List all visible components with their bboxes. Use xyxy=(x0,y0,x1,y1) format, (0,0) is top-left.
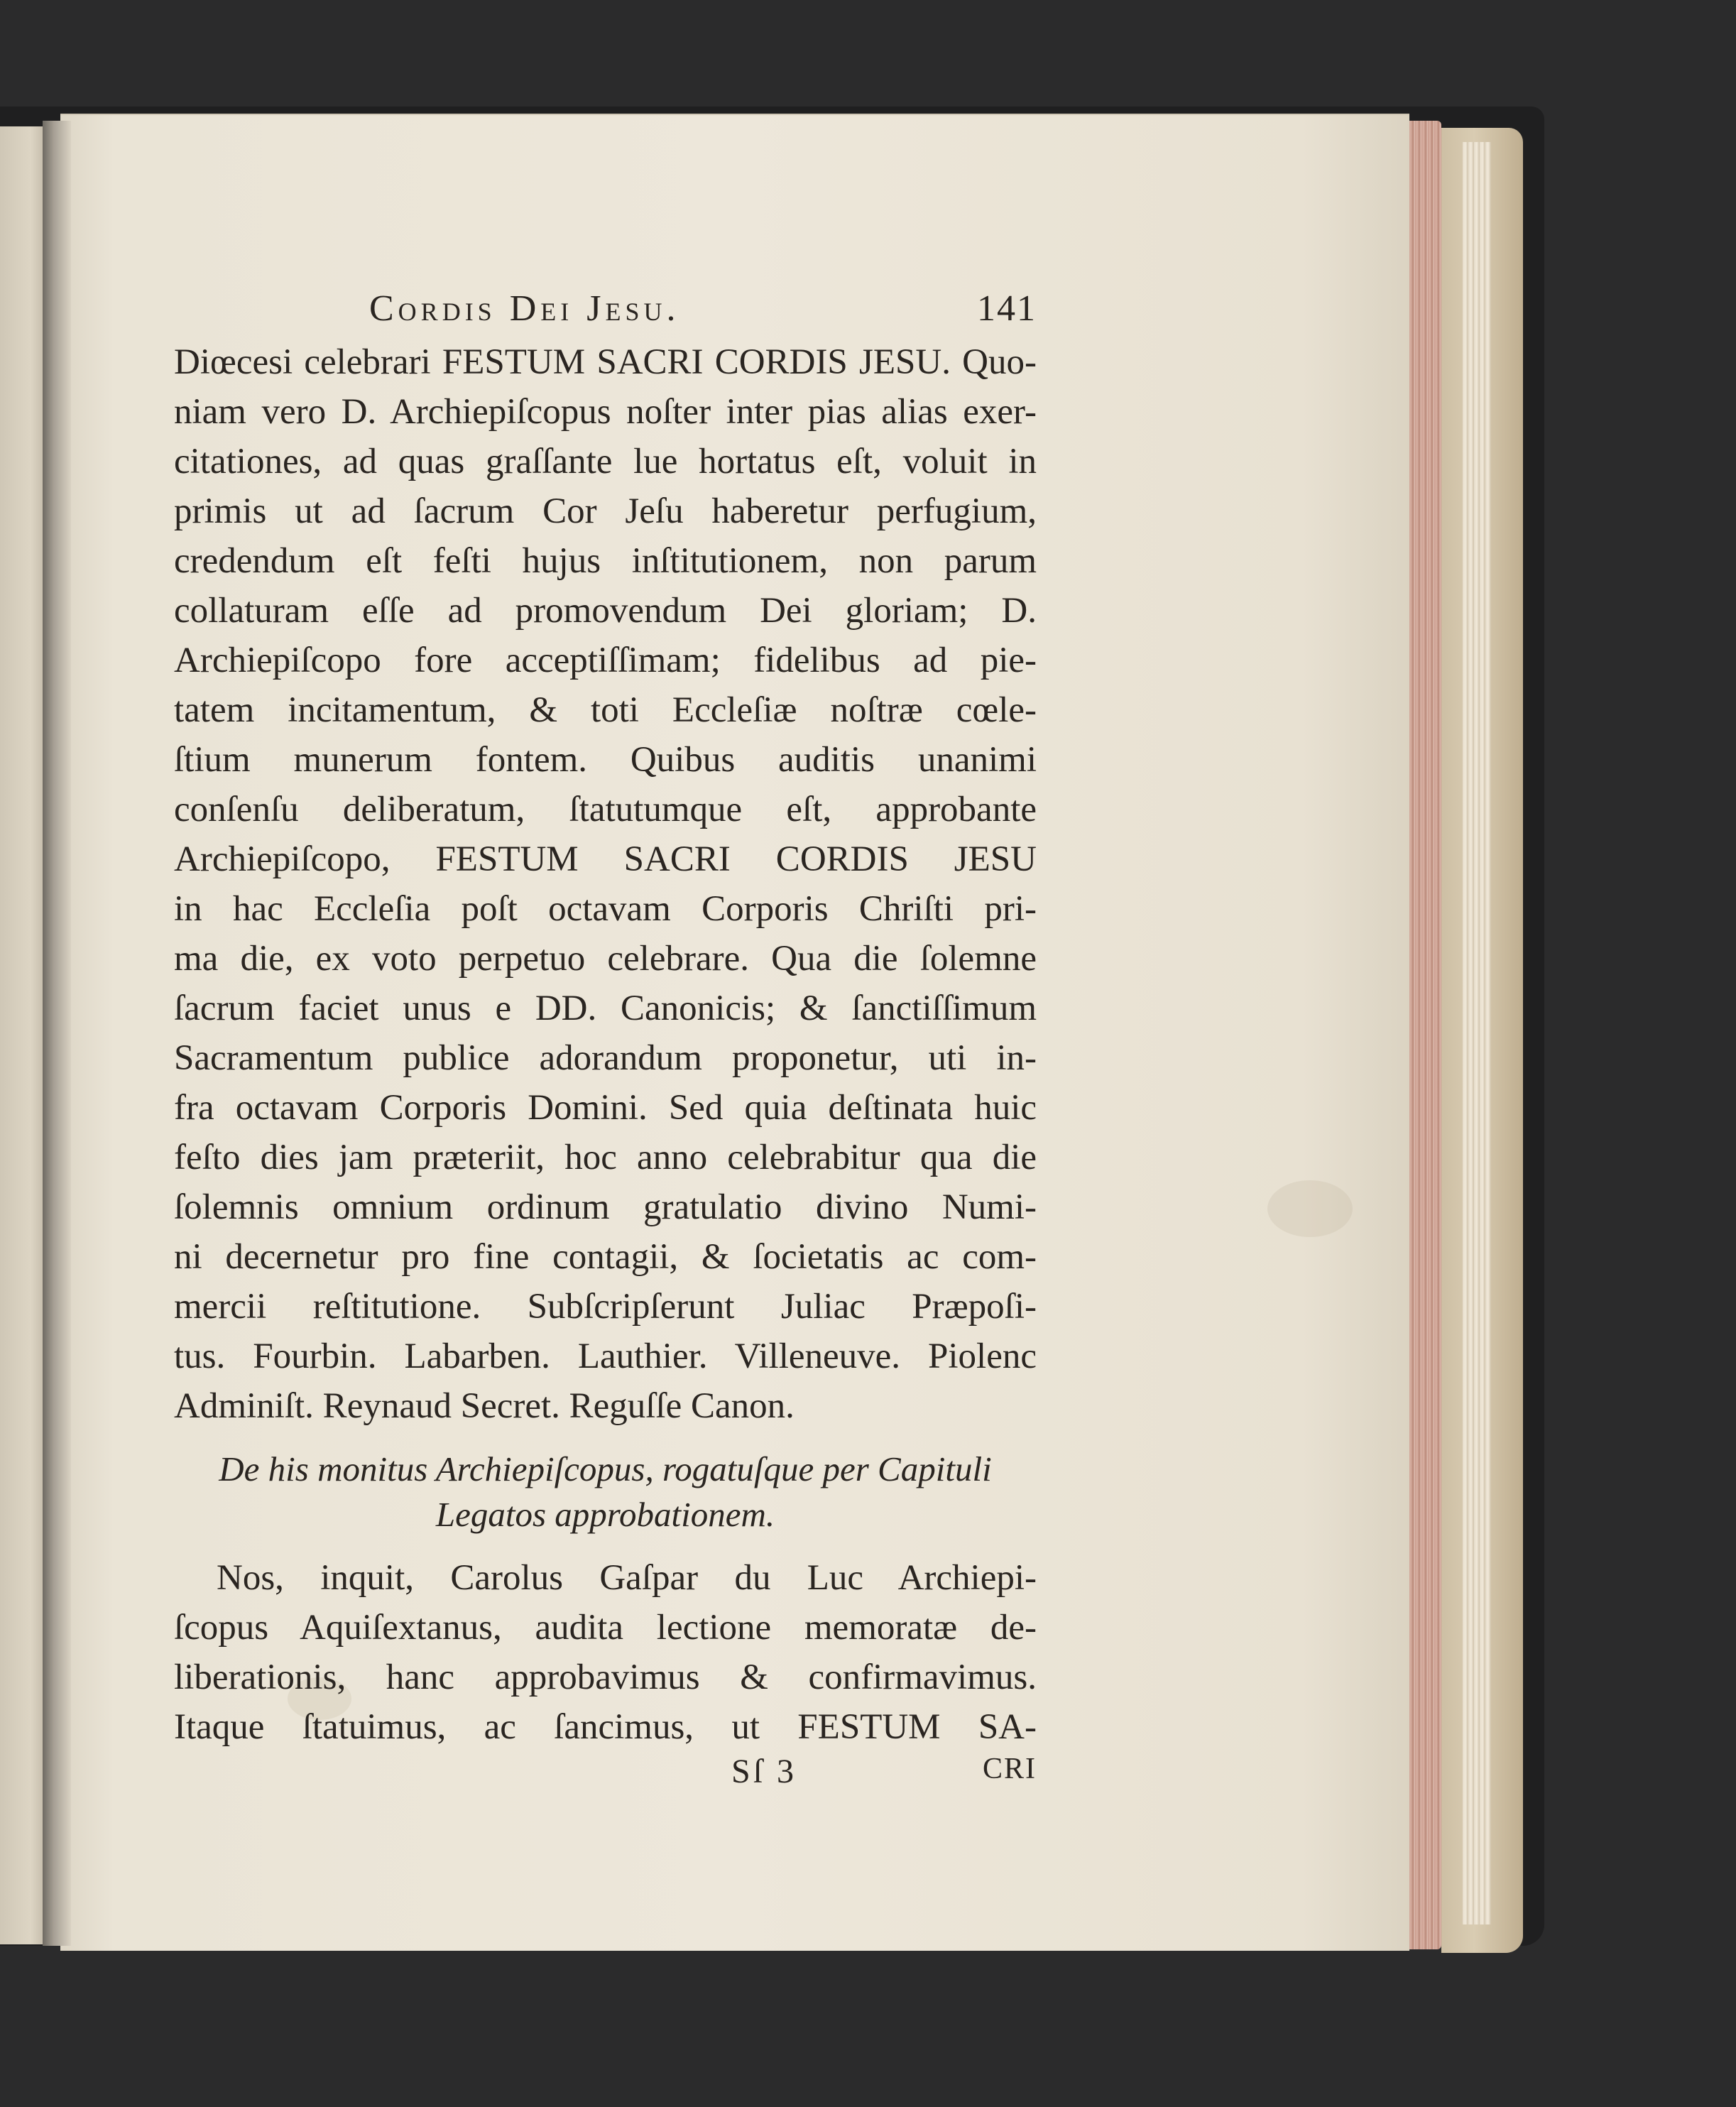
page-number: 141 xyxy=(977,288,1037,329)
text-line: primis ut ad ſacrum Cor Jeſu haberetur perfugium, xyxy=(174,491,1037,531)
text-line: ni decernetur pro fine contagii, & ſocietatis ac com- xyxy=(174,1237,1037,1277)
text-line: Sacramentum publice adorandum proponetur, uti in- xyxy=(174,1038,1037,1078)
catchword: CRI xyxy=(982,1753,1037,1785)
main-paragraph xyxy=(174,337,1037,1431)
text-line: fra octavam Corporis Domini. Sed quia deſtinata huic xyxy=(174,1088,1037,1128)
text-line: Itaque ſtatuimus, ac ſancimus, ut FESTUM SA- xyxy=(174,1707,1037,1747)
rubric-line: De his monitus Archiepiſcopus, rogatuſque per Capituli xyxy=(219,1449,992,1488)
page-stack-edge xyxy=(1463,142,1491,1924)
text-line: liberationis, hanc approbavimus & confirmavimus. xyxy=(174,1657,1037,1697)
text-line: ma die, ex voto perpetuo celebrare. Qua die ſolemne xyxy=(174,939,1037,979)
text-line: ſolemnis omnium ordinum gratulatio divino Numi- xyxy=(174,1187,1037,1227)
text-line: citationes, ad quas graſſante lue hortatus eſt, voluit in xyxy=(174,442,1037,481)
text-line: niam vero D. Archiepiſcopus noſter inter pias alias exer- xyxy=(174,392,1037,432)
text-line: mercii reſtitutione. Subſcripſerunt Juliac Præpoſi- xyxy=(174,1287,1037,1327)
rubric-line: Legatos approbationem. xyxy=(435,1495,775,1534)
running-head xyxy=(174,288,1037,337)
gutter-shadow xyxy=(43,121,71,1946)
text-line: feſto dies jam præteriit, hoc anno celebrabitur qua die xyxy=(174,1138,1037,1177)
text-line: credendum eſt feſti hujus inſtitutionem, non parum xyxy=(174,541,1037,581)
text-line: Nos, inquit, Carolus Gaſpar du Luc Archiepi- xyxy=(217,1558,1037,1598)
text-line: Archiepiſcopo, FESTUM SACRI CORDIS JESU xyxy=(174,839,1037,879)
text-line: tus. Fourbin. Labarben. Lauthier. Villeneuve. Piolenc xyxy=(174,1336,1037,1376)
page-footer xyxy=(174,1752,1037,1802)
text-block xyxy=(174,288,1037,1802)
text-line: collaturam eſſe ad promovendum Dei gloriam; D. xyxy=(174,591,1037,631)
text-line: ſtium munerum fontem. Quibus auditis unanimi xyxy=(174,740,1037,780)
running-head-title: Cordis Dei Jesu. xyxy=(369,288,680,329)
italic-rubric xyxy=(174,1447,1037,1537)
text-line: Adminiſt. Reynaud Secret. Reguſſe Canon. xyxy=(174,1386,795,1426)
text-line: Archiepiſcopo fore acceptiſſimam; fidelibus ad pie- xyxy=(174,641,1037,680)
text-line: tatem incitamentum, & toti Eccleſiæ noſtræ cœle- xyxy=(174,690,1037,730)
signature-mark: Sſ 3 xyxy=(731,1753,797,1790)
page-stain xyxy=(1267,1180,1353,1237)
final-paragraph xyxy=(174,1553,1037,1752)
text-line: Diœcesi celebrari FESTUM SACRI CORDIS JESU. Quo- xyxy=(174,342,1037,382)
text-line: in hac Eccleſia poſt octavam Corporis Chriſti pri- xyxy=(174,889,1037,929)
text-line: ſacrum faciet unus e DD. Canonicis; & ſanctiſſimum xyxy=(174,989,1037,1028)
text-line: conſenſu deliberatum, ſtatutumque eſt, approbante xyxy=(174,790,1037,829)
text-line: ſcopus Aquiſextanus, audita lectione memoratæ de- xyxy=(174,1608,1037,1648)
